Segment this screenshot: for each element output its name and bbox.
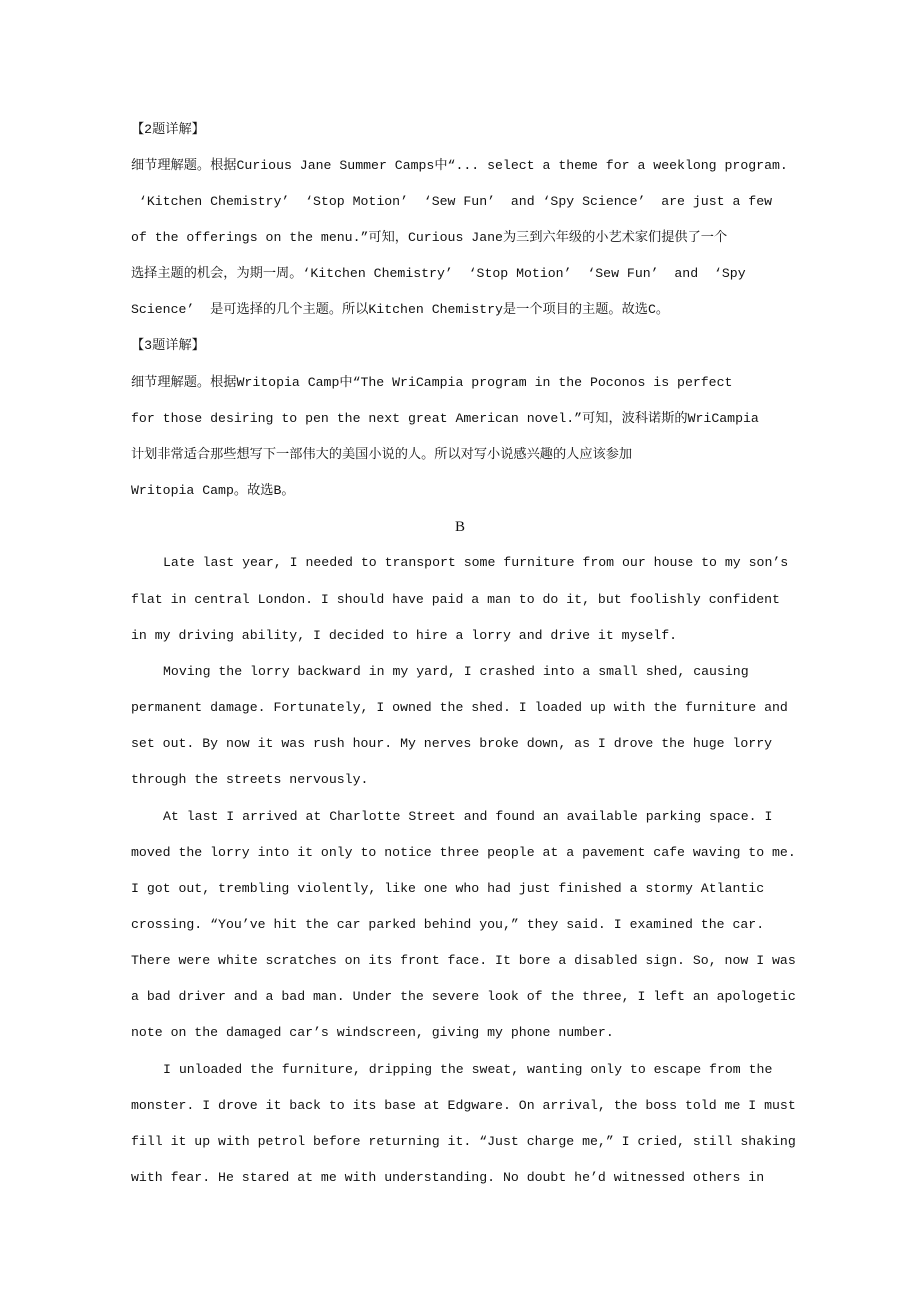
section3-heading: 【3题详解】: [131, 338, 205, 353]
section2-line: 选择主题的机会，为期一周。‘Kitchen Chemistry’ ‘Stop Motion’ ‘Sew Fun’ and ‘Spy: [131, 266, 746, 281]
passage-line: through the streets nervously.: [131, 772, 369, 787]
passage-line: crossing. “You’ve hit the car parked behind you,” they said. I examined the car.: [131, 917, 765, 932]
section2-line: Science’ 是可选择的几个主题。所以Kitchen Chemistry是一个项目的主题。故选C。: [131, 302, 670, 317]
passage-line: note on the damaged car’s windscreen, giving my phone number.: [131, 1025, 614, 1040]
passage-line: with fear. He stared at me with understanding. No doubt he’d witnessed others in: [131, 1170, 765, 1185]
passage-line: I unloaded the furniture, dripping the sweat, wanting only to escape from the: [163, 1062, 773, 1077]
section3-line: Writopia Camp。故选B。: [131, 483, 295, 498]
passage-line: I got out, trembling violently, like one who had just finished a stormy Atlantic: [131, 881, 765, 896]
section2-line: ‘Kitchen Chemistry’ ‘Stop Motion’ ‘Sew Fun’ and ‘Spy Science’ are just a few: [131, 194, 773, 209]
passage-line: in my driving ability, I decided to hire a lorry and drive it myself.: [131, 628, 678, 643]
section2-line: of the offerings on the menu.”可知，Curious Jane为三到六年级的小艺术家们提供了一个: [131, 230, 728, 245]
section3-line: 细节理解题。根据Writopia Camp中“The WriCampia program in the Poconos is perfect: [131, 375, 733, 390]
passage-line: permanent damage. Fortunately, I owned the shed. I loaded up with the furniture and: [131, 700, 788, 715]
passage-line: Late last year, I needed to transport some furniture from our house to my son’s: [163, 555, 789, 570]
passage-line: moved the lorry into it only to notice three people at a pavement cafe waving to me.: [131, 845, 796, 860]
passage-line: a bad driver and a bad man. Under the severe look of the three, I left an apologetic: [131, 989, 796, 1004]
passage-line: fill it up with petrol before returning it. “Just charge me,” I cried, still shaking: [131, 1134, 796, 1149]
passage-line: Moving the lorry backward in my yard, I crashed into a small shed, causing: [163, 664, 749, 679]
section3-line: for those desiring to pen the next great American novel.”可知，波科诺斯的WriCampia: [131, 411, 759, 426]
passage-line: There were white scratches on its front face. It bore a disabled sign. So, now I was: [131, 953, 796, 968]
passage-title: B: [454, 519, 465, 535]
passage-line: monster. I drove it back to its base at Edgware. On arrival, the boss told me I must: [131, 1098, 796, 1113]
section2-heading: 【2题详解】: [131, 122, 205, 137]
passage-line: flat in central London. I should have paid a man to do it, but foolishly confident: [131, 592, 780, 607]
passage-line: At last I arrived at Charlotte Street and found an available parking space. I: [163, 809, 773, 824]
section3-line: 计划非常适合那些想写下一部伟大的美国小说的人。所以对写小说感兴趣的人应该参加: [131, 447, 633, 462]
passage-line: set out. By now it was rush hour. My nerves broke down, as I drove the huge lorry: [131, 736, 773, 751]
section2-line: 细节理解题。根据Curious Jane Summer Camps中“... select a theme for a weeklong program.: [131, 158, 788, 173]
